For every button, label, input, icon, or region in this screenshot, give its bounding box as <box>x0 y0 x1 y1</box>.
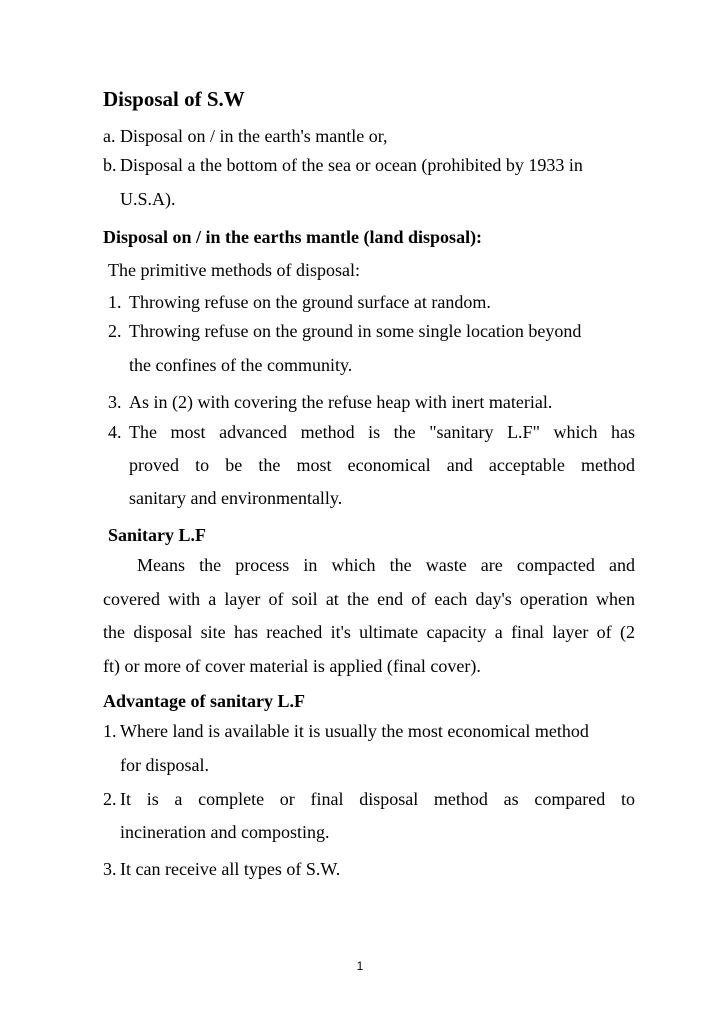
paragraph-line: Means the process in which the waste are compacted and <box>137 555 635 575</box>
list-item-continuation: for disposal. <box>120 755 209 775</box>
section-heading-land-disposal: Disposal on / in the earths mantle (land disposal): <box>103 227 483 247</box>
list-marker: 2. <box>108 321 122 341</box>
list-item-text: The most advanced method is the "sanitary L.F" which has <box>129 422 635 442</box>
list-item-text: It is a complete or final disposal method as compared to <box>120 789 635 809</box>
advantage-item-3 <box>103 858 341 880</box>
list-item-text: Disposal on / in the earth's mantle or, <box>120 126 388 146</box>
paragraph-line: ft) or more of cover material is applied (final cover). <box>103 656 481 676</box>
list-marker: 3. <box>103 859 117 879</box>
list-item-continuation: sanitary and environmentally. <box>129 488 343 508</box>
list-item-text: As in (2) with covering the refuse heap with inert material. <box>129 392 553 412</box>
list-item-text: Where land is available it is usually the most economical method <box>120 721 589 741</box>
list-marker-4: 4. <box>108 422 122 442</box>
advantage-item-1 <box>103 720 589 742</box>
list-marker: b. <box>103 155 117 175</box>
section-heading-sanitary-lf: Sanitary L.F <box>108 525 207 545</box>
list-item-continuation: U.S.A). <box>120 189 176 209</box>
section-heading-advantage: Advantage of sanitary L.F <box>103 691 305 711</box>
section-lead: The primitive methods of disposal: <box>108 260 360 280</box>
method-item-2 <box>108 320 582 342</box>
page-title: Disposal of S.W <box>103 87 245 111</box>
method-item-1 <box>108 291 491 313</box>
list-item-continuation: incineration and composting. <box>120 822 330 842</box>
paragraph-line: the disposal site has reached it's ultimate capacity a final layer of (2 <box>103 622 635 642</box>
list-item-text: Disposal a the bottom of the sea or ocean (prohibited by 1933 in <box>120 155 583 175</box>
intro-item-b <box>103 154 583 176</box>
intro-item-a <box>103 125 388 147</box>
method-item-3 <box>108 391 553 413</box>
list-marker: 3. <box>108 392 122 412</box>
page-number: 1 <box>356 959 364 973</box>
list-marker: 1. <box>108 292 122 312</box>
list-item-text: Throwing refuse on the ground surface at random. <box>129 292 491 312</box>
list-item-continuation: the confines of the community. <box>129 355 353 375</box>
list-item-continuation: proved to be the most economical and acceptable method <box>129 455 635 475</box>
list-item-text: Throwing refuse on the ground in some single location beyond <box>129 321 582 341</box>
list-item-text: It can receive all types of S.W. <box>120 859 341 879</box>
list-marker: a. <box>103 126 116 146</box>
paragraph-line: covered with a layer of soil at the end of each day's operation when <box>103 589 635 609</box>
list-marker: 1. <box>103 721 117 741</box>
list-marker-adv-2: 2. <box>103 789 117 809</box>
